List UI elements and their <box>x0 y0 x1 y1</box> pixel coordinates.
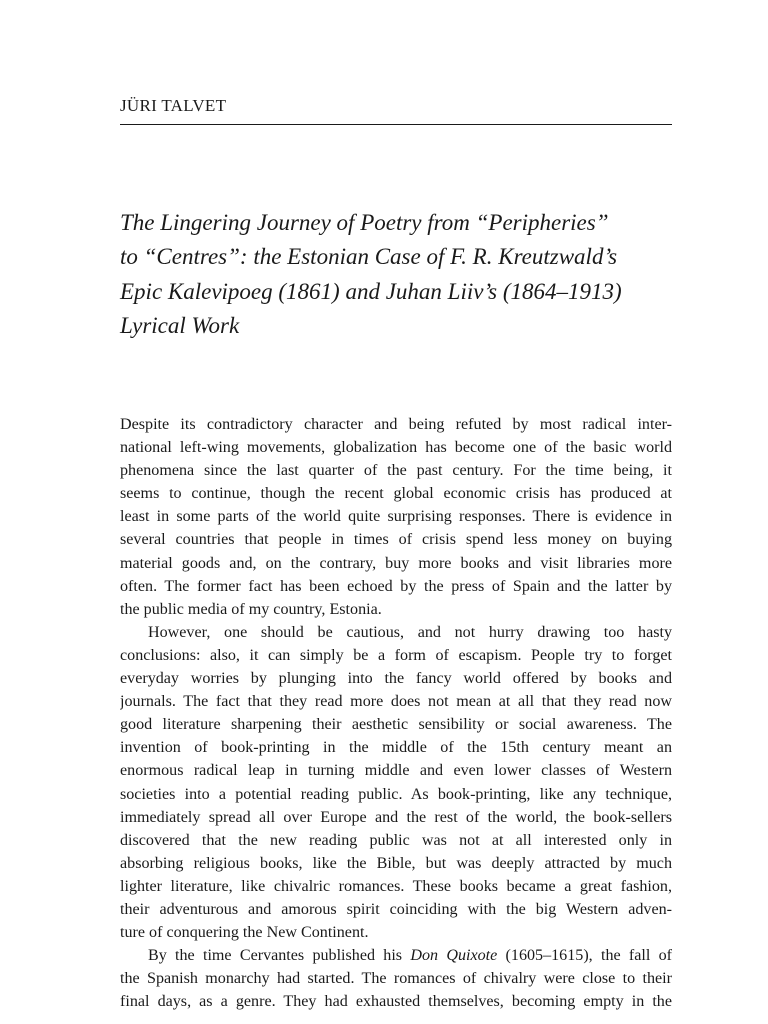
text-line: invention of book-printing in the middle of the 15th century meant an <box>120 739 672 757</box>
text-segment: (1605–1615), the fall of <box>497 947 672 965</box>
text-line: the public media of my country, Estonia. <box>120 600 382 618</box>
text-line: enormous radical leap in turning middle and even lower classes of Western <box>120 762 672 780</box>
text-line: journals. The fact that they read more does not mean at all that they read now <box>120 693 672 711</box>
text-line: phenomena since the last quarter of the past century. For the time being, it <box>120 462 672 480</box>
running-head-author: JÜRI TALVET <box>120 96 227 115</box>
text-line: everyday worries by plunging into the fancy world offered by books and <box>120 670 672 688</box>
title-line: The Lingering Journey of Poetry from “Peripheries” <box>120 210 609 235</box>
paragraph <box>120 621 672 944</box>
text-line: several countries that people in times of crisis spend less money on buying <box>120 531 672 549</box>
text-line: material goods and, on the contrary, buy more books and visit libraries more <box>120 554 672 572</box>
title-line: Epic Kalevipoeg (1861) and Juhan Liiv’s (1864–1913) <box>120 278 622 304</box>
text-line: good literature sharpening their aesthetic sensibility or social awareness. The <box>120 716 672 734</box>
title-line: Lyrical Work <box>120 312 240 338</box>
document-page <box>120 0 672 1024</box>
header-rule <box>120 124 672 125</box>
paragraph <box>120 944 672 1013</box>
text-line: seems to continue, though the recent global economic crisis has produced at <box>120 485 672 503</box>
text-line: ture of conquering the New Continent. <box>120 924 369 942</box>
text-line <box>120 944 672 967</box>
text-line: conclusions: also, it can simply be a form of escapism. People try to forget <box>120 646 672 664</box>
body-text <box>120 413 672 1013</box>
text-line: final days, as a genre. They had exhausted themselves, becoming empty in the <box>120 993 672 1011</box>
text-line: the Spanish monarchy had started. The romances of chivalry were close to their <box>120 970 672 988</box>
text-line: societies into a potential reading public. As book-printing, like any technique, <box>120 785 672 803</box>
text-line: Despite its contradictory character and being refuted by most radical inter- <box>120 416 672 433</box>
text-line: least in some parts of the world quite surprising responses. There is evidence in <box>120 508 672 526</box>
text-line: lighter literature, like chivalric romances. These books became a great fashion, <box>120 877 672 895</box>
text-line: their adventurous and amorous spirit coinciding with the big Western adven- <box>120 900 672 918</box>
text-segment: By the time Cervantes published his <box>148 947 411 965</box>
book-title-italic: Don Quixote <box>410 947 498 965</box>
text-line: often. The former fact has been echoed by the press of Spain and the latter by <box>120 577 672 595</box>
text-line: immediately spread all over Europe and the rest of the world, the book-sellers <box>120 808 672 826</box>
text-line: absorbing religious books, like the Bible, but was deeply attracted by much <box>120 854 672 872</box>
text-line: discovered that the new reading public was not at all interested only in <box>120 831 672 849</box>
text-line: national left-wing movements, globalization has become one of the basic world <box>120 439 672 457</box>
text-line: However, one should be cautious, and not hurry drawing too hasty <box>148 623 672 641</box>
title-line: to “Centres”: the Estonian Case of F. R. Kreutzwald’s <box>120 244 618 270</box>
article-title <box>120 206 672 343</box>
paragraph <box>120 413 672 621</box>
